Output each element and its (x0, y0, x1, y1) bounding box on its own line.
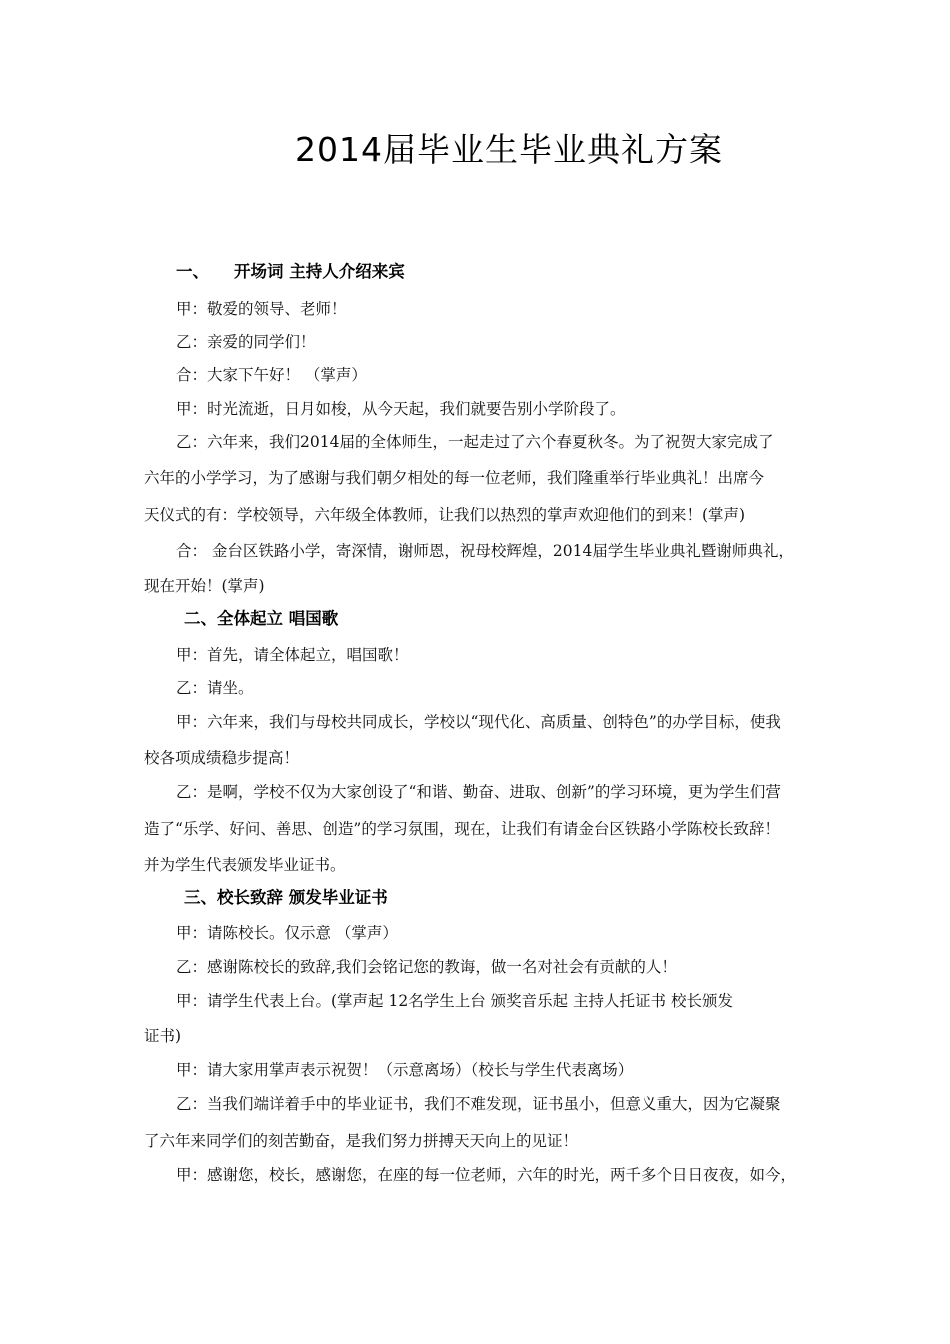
dialogue-line: 合：大家下午好！ （掌声） (176, 366, 367, 384)
dialogue-line: 乙：感谢陈校长的致辞,我们会铭记您的教诲，做一名对社会有贡献的人！ (176, 958, 677, 976)
dialogue-line: 六年的小学学习，为了感谢与我们朝夕相处的每一位老师，我们隆重举行毕业典礼！出席今 (144, 469, 765, 487)
dialogue-line: 证书) (144, 1027, 182, 1045)
dialogue-line: 甲：时光流逝，日月如梭，从今天起，我们就要告别小学阶段了。 (176, 400, 626, 418)
section-heading-2: 二、全体起立 唱国歌 (184, 609, 339, 628)
dialogue-line: 合： 金台区铁路小学，寄深情，谢师恩，祝母校辉煌，2014届学生毕业典礼暨谢师典礼， (176, 542, 794, 560)
dialogue-line: 天仪式的有：学校领导，六年级全体教师，让我们以热烈的掌声欢迎他们的到来！(掌声) (144, 506, 746, 524)
dialogue-line: 乙：请坐。 (176, 679, 254, 697)
dialogue-line: 并为学生代表颁发毕业证书。 (144, 856, 346, 874)
document-title: 2014届毕业生毕业典礼方案 (295, 130, 723, 169)
dialogue-line: 甲：六年来，我们与母校共同成长，学校以“现代化、高质量、创特色”的办学目标，使我 (176, 713, 781, 731)
dialogue-line: 乙：是啊，学校不仅为大家创设了“和谐、勤奋、进取、创新”的学习环境，更为学生们营 (176, 783, 781, 801)
dialogue-line: 现在开始！(掌声) (144, 577, 265, 595)
section-heading-text: 开场词 主持人介绍来宾 (234, 262, 405, 281)
dialogue-line: 了六年来同学们的刻苦勤奋，是我们努力拼搏天天向上的见证！ (144, 1132, 579, 1150)
dialogue-line: 甲：敬爱的领导、老师！ (176, 300, 347, 318)
dialogue-line: 甲：请大家用掌声表示祝贺！（示意离场）（校长与学生代表离场） (176, 1061, 634, 1079)
dialogue-line: 甲：感谢您，校长，感谢您，在座的每一位老师，六年的时光，两千多个日日夜夜，如今， (176, 1166, 797, 1184)
dialogue-line: 乙：六年来，我们2014届的全体师生，一起走过了六个春夏秋冬。为了祝贺大家完成了 (176, 433, 774, 451)
dialogue-line: 甲：请学生代表上台。(掌声起 12名学生上台 颁奖音乐起 主持人托证书 校长颁发 (176, 992, 733, 1010)
section-heading-3: 三、校长致辞 颁发毕业证书 (184, 888, 388, 907)
section-number: 一、 (176, 262, 209, 281)
dialogue-line: 乙：亲爱的同学们！ (176, 333, 316, 351)
dialogue-line: 乙：当我们端详着手中的毕业证书，我们不难发现，证书虽小，但意义重大，因为它凝聚 (176, 1095, 781, 1113)
dialogue-line: 甲：首先，请全体起立，唱国歌！ (176, 646, 409, 664)
dialogue-line: 校各项成绩稳步提高！ (144, 749, 300, 767)
dialogue-line: 造了“乐学、好问、善思、创造”的学习氛围，现在，让我们有请金台区铁路小学陈校长致辞！ (144, 820, 780, 838)
dialogue-line: 甲：请陈校长。仅示意 （掌声） (176, 924, 398, 942)
